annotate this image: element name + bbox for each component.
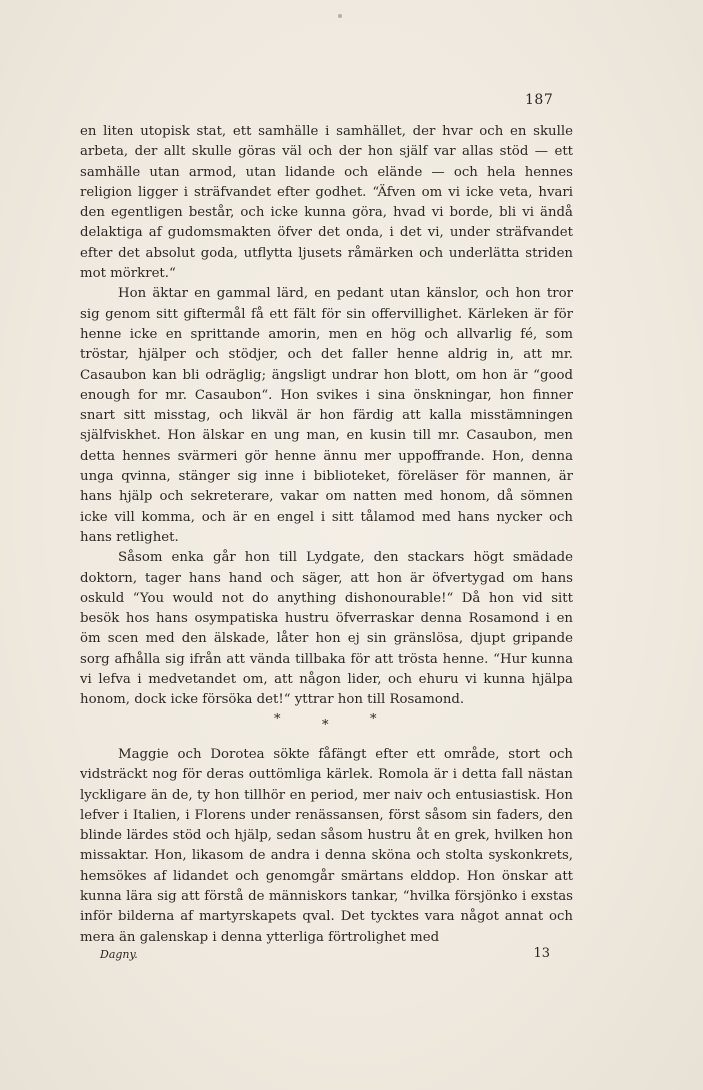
paper-speck [338, 14, 342, 18]
body-text-top [80, 122, 573, 711]
paragraph: Såsom enka går hon till Lydgate, den stackars högt smädade doktorn, tager hans hand och säger, att hon är öfvertygad om hans oskuld “You would not do anything dishonourable!“ Då hon vid sitt besök hos hans osympatiska hustru öfverraskar denna Rosamond i en öm scen med den älskade, låter hon ej sin gränslösa, djupt gripande sorg afhålla sig ifrån att vända tillbaka för att trösta henne. “Hur kunna vi lefva i medvetandet om, att någon lider, och ehuru vi kunna hjälpa honom, dock icke försöka det!“ yttrar hon till Rosamond. [80, 550, 573, 708]
body-text-bottom [80, 745, 573, 948]
page-number: 187 [525, 92, 554, 108]
paragraph: en liten utopisk stat, ett samhälle i samhället, der hvar och en skulle arbeta, der allt skulle göras väl och der hon själf var allas stöd — ett samhälle utan armod, utan lidande och elände — och hela hennes religion ligger i sträfvandet efter godhet. “Äfven om vi icke veta, hvari den egentligen består, och icke kunna göra, hvad vi borde, bli vi ändå delaktiga af gudomsmakten öfver det onda, i det vi, under sträfvandet efter det absolut goda, utflytta ljusets råmärken och underlätta striden mot mörkret.“ [80, 124, 573, 282]
signature-mark: Dagny. [100, 948, 138, 961]
page-footer [100, 946, 550, 966]
section-separator [0, 712, 703, 736]
separator-asterisk: * [370, 712, 377, 727]
separator-asterisk: * [274, 712, 281, 727]
sheet-number: 13 [533, 946, 550, 961]
paragraph: Maggie och Dorotea sökte fåfängt efter ett område, stort och vidsträckt nog för deras outtömliga kärlek. Romola är i detta fall nästan lyckligare än de, ty hon tillhör en period, mer naiv och entusiastisk. Hon lefver i Italien, i Florens under renässansen, först såsom sin faders, den blinde lärdes stöd och hjälp, sedan såsom hustru åt en grek, hvilken hon missaktar. Hon, likasom de andra i denna sköna och stolta syskonkrets, hemsökes af lidandet och genomgår smärtans elddop. Hon önskar att kunna lära sig att förstå de människors tankar, “hvilka försjönko i exstas inför bilderna af martyrskapets qval. Det tycktes vara något annat och mera än galenskap i denna ytterliga förtrolighet med [80, 747, 573, 945]
paragraph: Hon äktar en gammal lärd, en pedant utan känslor, och hon tror sig genom sitt giftermål få ett fält för sin offervillighet. Kärleken är för henne icke en sprittande amorin, men en hög och allvarlig fé, som tröstar, hjälper och stödjer, och det faller henne aldrig in, att mr. Casaubon kan bli odräglig; ängsligt undrar hon blott, om hon är “good enough for mr. Casaubon“. Hon svikes i sina önskningar, hon finner snart sitt misstag, och likväl är hon färdig att kalla misstämningen själfviskhet. Hon älskar en ung man, en kusin till mr. Casaubon, men detta hennes svärmeri gör henne ännu mer uppoffrande. Hon, denna unga qvinna, stänger sig inne i biblioteket, föreläser för mannen, är hans hjälp och sekreterare, vakar om natten med honom, då sömnen icke vill komma, och är en engel i sitt tålamod med hans nycker och hans retlighet. [80, 286, 573, 545]
separator-asterisk: * [322, 718, 329, 733]
